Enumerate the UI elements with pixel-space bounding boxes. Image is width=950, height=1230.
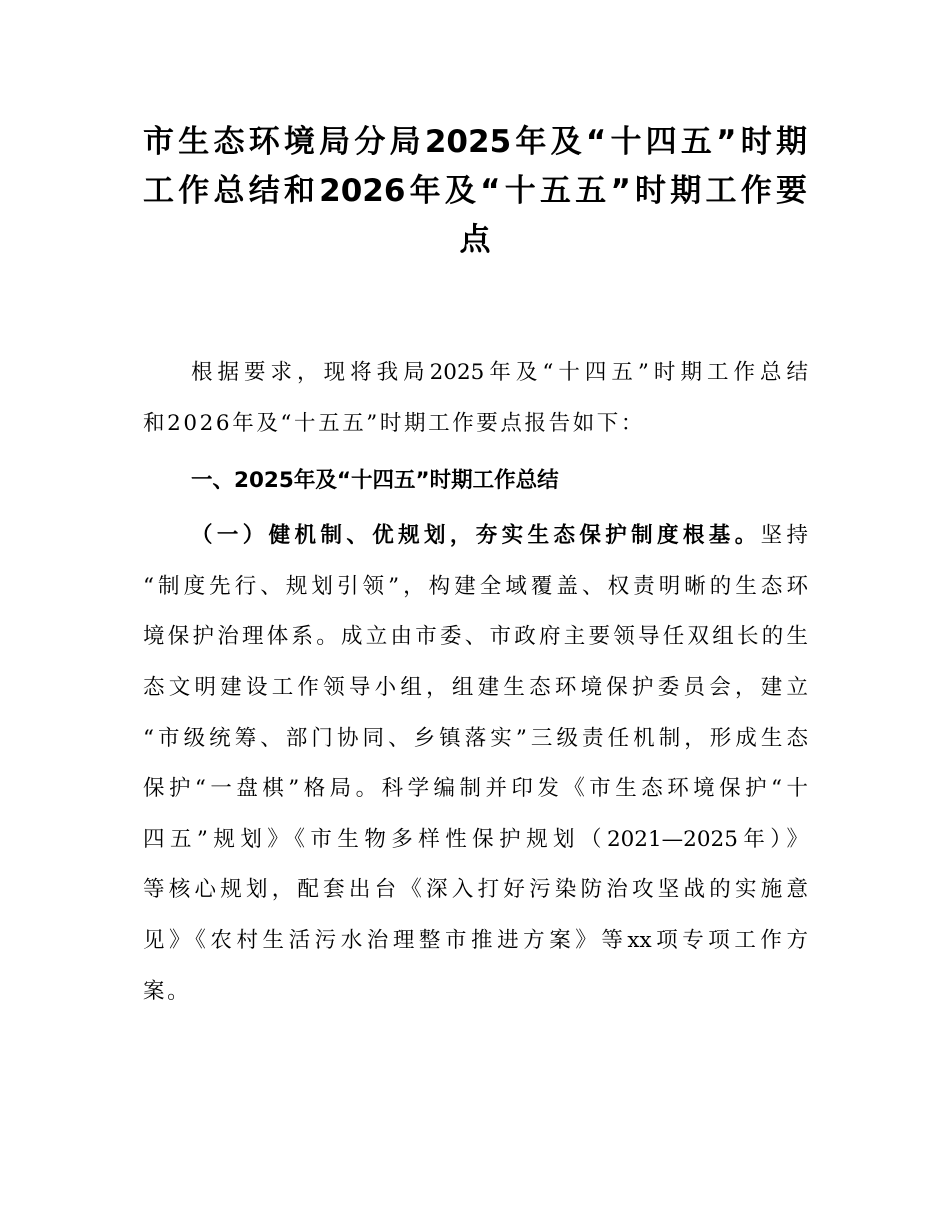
text-line: “市级统筹、部门协同、乡镇落实”三级责任机制，形成生态 <box>143 725 808 751</box>
text-line: 态文明建设工作领导小组，组建生态环境保护委员会，建立 <box>143 674 808 700</box>
text-line: 境保护治理体系。成立由市委、市政府主要领导任双组长的生 <box>143 624 808 650</box>
text-line: 案。 <box>143 978 192 1004</box>
subsection-lead: （一）健机制、优规划，夯实生态保护制度根基。 <box>191 523 761 549</box>
text-run: 坚持 <box>760 523 808 549</box>
text-line: 等核心规划，配套出台《深入打好污染防治攻坚战的实施意 <box>143 877 808 903</box>
text-line: 和2026年及“十五五”时期工作要点报告如下： <box>143 410 646 436</box>
title-line: 市生态环境局分局2025年及“十四五”时期 <box>143 124 807 160</box>
title-line: 工作总结和2026年及“十五五”时期工作要 <box>143 173 807 209</box>
subsection-paragraph <box>143 517 808 1023</box>
document-body <box>143 354 808 1023</box>
text-line: 四五”规划》《市生物多样性保护规划（2021—2025年）》 <box>143 826 808 852</box>
intro-paragraph <box>143 354 808 455</box>
section-heading: 一、2025年及“十四五”时期工作总结 <box>191 468 559 494</box>
text-line: 见》《农村生活污水治理整市推进方案》等xx项专项工作方 <box>143 927 808 953</box>
text-line <box>143 517 808 568</box>
text-line: “制度先行、规划引领”，构建全域覆盖、权责明晰的生态环 <box>143 573 808 599</box>
text-line: 保护“一盘棋”格局。科学编制并印发《市生态环境保护“十 <box>143 776 808 802</box>
title-line: 点 <box>459 222 491 258</box>
document-title <box>143 118 807 265</box>
text-line: 根据要求，现将我局2025年及“十四五”时期工作总结 <box>191 360 808 385</box>
